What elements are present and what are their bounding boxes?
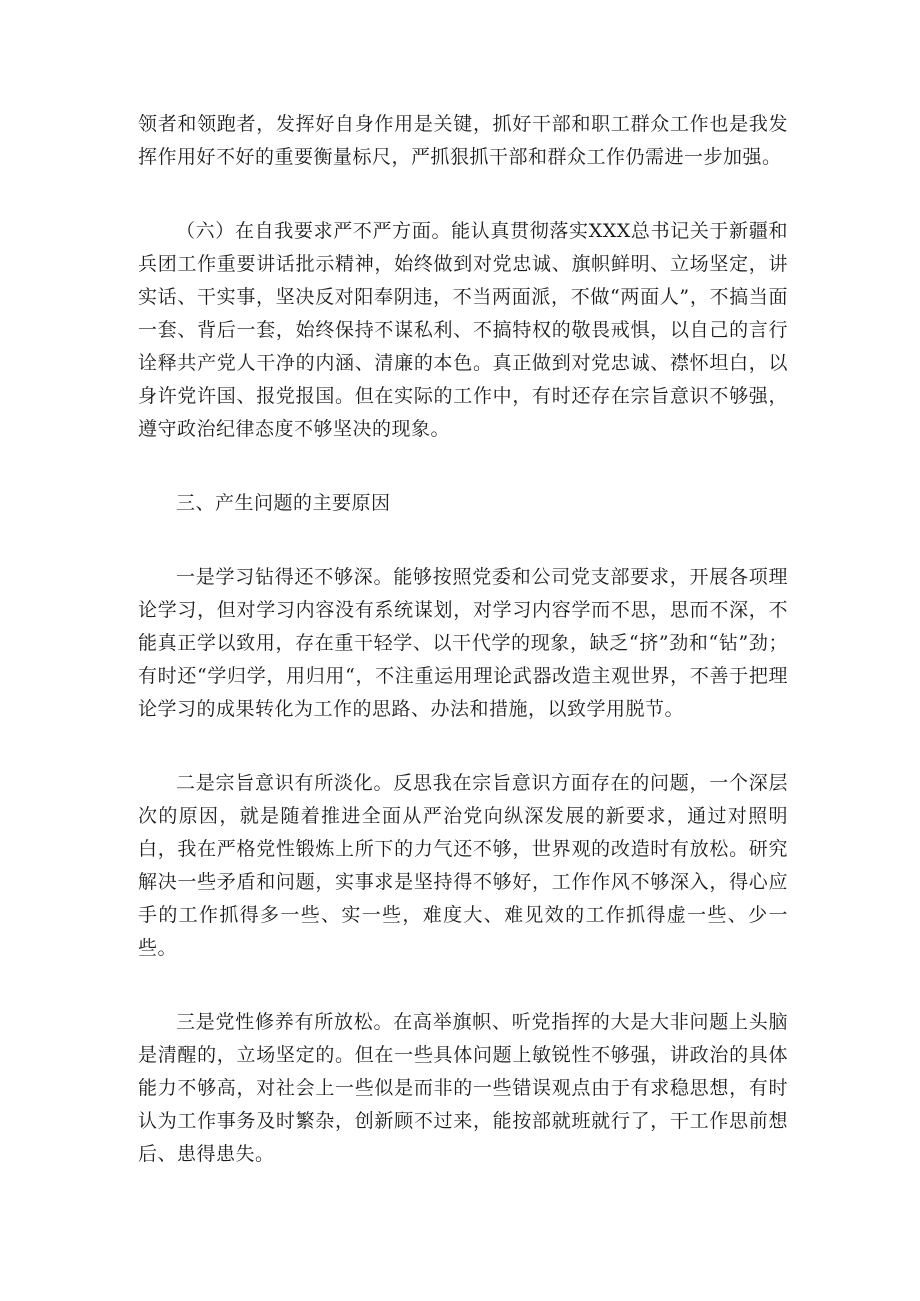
paragraph-cause-purpose: 二是宗旨意识有所淡化。反思我在宗旨意识方面存在的问题，一个深层次的原因，就是随着推进全面从严治党向纵深发展的新要求，通过对照明白，我在严格党性锻炼上所下的力气还不够，世界观的改造时有放松。研究解决一些矛盾和问题，实事求是坚持得不够好，工作作风不够深入，得心应手的工作抓得多一些、实一些，难度大、难见效的工作抓得虚一些、少一些。	[138, 772, 788, 959]
paragraph-self-requirement: （六）在自我要求严不严方面。能认真贯彻落实XXX总书记关于新疆和兵团工作重要讲话批示精神，始终做到对党忠诚、旗帜鲜明、立场坚定，讲实话、干实事，坚决反对阳奉阴违，不当两面派，不做“两面人”，不搞当面一套、背后一套，始终保持不谋私利、不搞特权的敬畏戒惧，以自己的言行诠释共产党人干净的内涵、清廉的本色。真正做到对党忠诚、襟怀坦白，以身许党许国、报党报国。但在实际的工作中，有时还存在宗旨意识不够强，遵守政治纪律态度不够坚决的现象。	[138, 220, 788, 440]
paragraph-cause-study: 一是学习钻得还不够深。能够按照党委和公司党支部要求，开展各项理论学习，但对学习内容没有系统谋划，对学习内容学而不思，思而不深，不能真正学以致用，存在重干轻学、以干代学的现象，缺乏“挤”劲和“钻”劲；有时还“学归学，用归用“，不注重运用理论武器改造主观世界，不善于把理论学习的成果转化为工作的思路、办法和措施，以致学用脱节。	[138, 566, 788, 720]
document-body	[138, 108, 788, 1212]
section-heading-causes: 三、产生问题的主要原因	[176, 492, 391, 514]
paragraph-cause-party-spirit: 三是党性修养有所放松。在高举旗帜、听党指挥的大是大非问题上头脑是清醒的，立场坚定的。但在一些具体问题上敏锐性不够强，讲政治的具体能力不够高，对社会上一些似是而非的一些错误观点由于有求稳思想，有时认为工作事务及时繁杂，创新顾不过来，能按部就班就行了，干工作思前想后、患得患失。	[138, 1011, 788, 1165]
paragraph-continuation: 领者和领跑者，发挥好自身作用是关键，抓好干部和职工群众工作也是我发挥作用好不好的重要衡量标尺，严抓狠抓干部和群众工作仍需进一步加强。	[138, 113, 788, 168]
